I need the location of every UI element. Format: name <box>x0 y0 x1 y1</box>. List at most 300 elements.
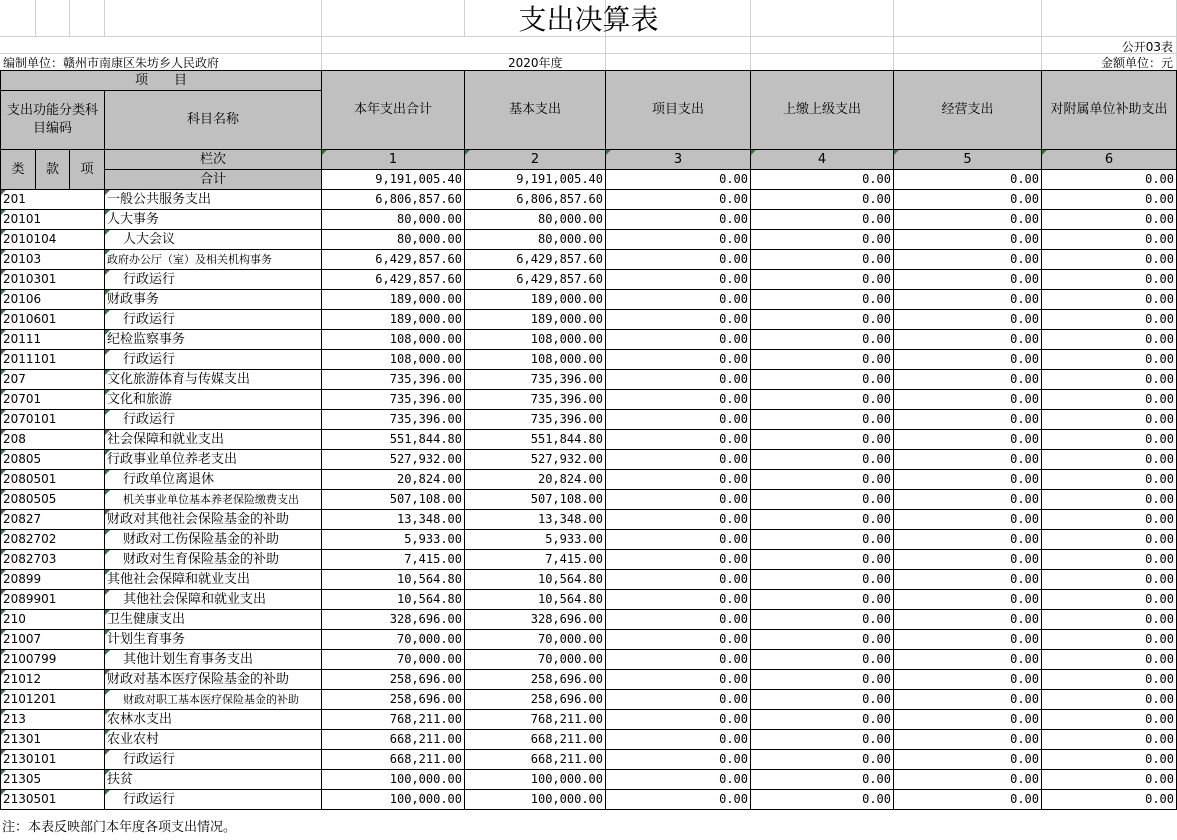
amount-cell: 0.00 <box>1042 470 1177 490</box>
amount-cell: 10,564.80 <box>465 590 606 610</box>
subject-code: 208 <box>1 430 105 450</box>
amount-cell: 0.00 <box>606 750 751 770</box>
col-num-3: 3 <box>606 150 751 170</box>
subject-name: 行政运行 <box>105 410 322 430</box>
amount-cell: 0.00 <box>1042 590 1177 610</box>
table-row <box>1 310 1177 330</box>
amount-cell: 0.00 <box>894 750 1042 770</box>
fiscal-year: 2020年度 <box>508 56 563 70</box>
amount-cell: 0.00 <box>606 650 751 670</box>
amount-cell: 0.00 <box>894 510 1042 530</box>
subject-name: 财政对基本医疗保险基金的补助 <box>105 670 322 690</box>
total-value: 9,191,005.40 <box>465 170 606 190</box>
subject-code: 2100799 <box>1 650 105 670</box>
table-row <box>1 450 1177 470</box>
subject-code: 20106 <box>1 290 105 310</box>
amount-cell: 0.00 <box>751 410 894 430</box>
amount-cell: 0.00 <box>894 770 1042 790</box>
subject-code: 2080501 <box>1 470 105 490</box>
amount-cell: 0.00 <box>606 610 751 630</box>
amount-cell: 0.00 <box>751 670 894 690</box>
table-row <box>1 190 1177 210</box>
amount-cell: 0.00 <box>894 330 1042 350</box>
total-value: 0.00 <box>1042 170 1177 190</box>
table-row <box>1 270 1177 290</box>
amount-cell: 0.00 <box>606 770 751 790</box>
amount-cell: 0.00 <box>1042 450 1177 470</box>
subject-name: 行政单位离退休 <box>105 470 322 490</box>
amount-cell: 5,933.00 <box>465 530 606 550</box>
subject-code: 2130501 <box>1 790 105 810</box>
amount-cell: 6,429,857.60 <box>322 270 465 290</box>
amount-cell: 20,824.00 <box>465 470 606 490</box>
amount-cell: 0.00 <box>751 790 894 810</box>
table-row <box>1 510 1177 530</box>
amount-cell: 0.00 <box>894 670 1042 690</box>
total-row <box>1 170 1177 190</box>
amount-cell: 0.00 <box>751 310 894 330</box>
amount-cell: 0.00 <box>1042 210 1177 230</box>
amount-cell: 6,429,857.60 <box>322 250 465 270</box>
amount-cell: 0.00 <box>1042 250 1177 270</box>
amount-cell: 70,000.00 <box>465 650 606 670</box>
amount-cell: 0.00 <box>894 610 1042 630</box>
subject-name: 行政事业单位养老支出 <box>105 450 322 470</box>
data-rows <box>1 190 1177 810</box>
subject-name: 行政运行 <box>105 310 322 330</box>
amount-cell: 0.00 <box>606 630 751 650</box>
table-row <box>1 690 1177 710</box>
amount-cell: 0.00 <box>606 330 751 350</box>
amount-cell: 0.00 <box>1042 570 1177 590</box>
amount-cell: 0.00 <box>606 450 751 470</box>
amount-cell: 13,348.00 <box>322 510 465 530</box>
amount-cell: 100,000.00 <box>465 790 606 810</box>
amount-cell: 0.00 <box>1042 330 1177 350</box>
col-header-1: 本年支出合计 <box>322 71 465 150</box>
amount-cell: 0.00 <box>1042 350 1177 370</box>
table-row <box>1 350 1177 370</box>
subject-name: 财政对职工基本医疗保险基金的补助 <box>105 690 322 710</box>
subject-code: 2082703 <box>1 550 105 570</box>
table-row <box>1 330 1177 350</box>
table-row <box>1 550 1177 570</box>
amount-cell: 0.00 <box>606 510 751 530</box>
subject-code: 20701 <box>1 390 105 410</box>
amount-cell: 0.00 <box>751 230 894 250</box>
amount-cell: 10,564.80 <box>322 590 465 610</box>
amount-cell: 0.00 <box>606 790 751 810</box>
xiang-header: 项 <box>70 150 105 190</box>
amount-cell: 0.00 <box>606 210 751 230</box>
subject-name: 行政运行 <box>105 790 322 810</box>
expenditure-table <box>0 70 1177 810</box>
form-number: 公开03表 <box>1121 40 1173 54</box>
amount-cell: 0.00 <box>1042 550 1177 570</box>
amount-cell: 0.00 <box>751 430 894 450</box>
amount-cell: 0.00 <box>606 310 751 330</box>
function-code-header: 支出功能分类科目编码 <box>1 91 105 150</box>
subject-code: 21012 <box>1 670 105 690</box>
amount-cell: 0.00 <box>606 470 751 490</box>
amount-cell: 108,000.00 <box>465 350 606 370</box>
subject-name: 其他社会保障和就业支出 <box>105 570 322 590</box>
table-row <box>1 710 1177 730</box>
amount-cell: 0.00 <box>1042 790 1177 810</box>
subject-name: 其他社会保障和就业支出 <box>105 590 322 610</box>
subject-code: 20805 <box>1 450 105 470</box>
amount-cell: 70,000.00 <box>322 650 465 670</box>
subject-name: 纪检监察事务 <box>105 330 322 350</box>
amount-cell: 0.00 <box>606 690 751 710</box>
subject-code: 2089901 <box>1 590 105 610</box>
amount-cell: 0.00 <box>751 630 894 650</box>
amount-cell: 0.00 <box>894 450 1042 470</box>
amount-cell: 507,108.00 <box>465 490 606 510</box>
col-num-6: 6 <box>1042 150 1177 170</box>
table-row <box>1 670 1177 690</box>
table-row <box>1 650 1177 670</box>
table-row <box>1 470 1177 490</box>
amount-cell: 0.00 <box>751 610 894 630</box>
table-row <box>1 570 1177 590</box>
amount-cell: 0.00 <box>606 390 751 410</box>
amount-cell: 0.00 <box>751 290 894 310</box>
subject-code: 2010104 <box>1 230 105 250</box>
subject-code: 20899 <box>1 570 105 590</box>
amount-cell: 551,844.80 <box>322 430 465 450</box>
amount-cell: 0.00 <box>606 730 751 750</box>
amount-cell: 0.00 <box>606 670 751 690</box>
subject-code: 2080505 <box>1 490 105 510</box>
amount-cell: 668,211.00 <box>322 750 465 770</box>
table-row <box>1 390 1177 410</box>
amount-cell: 0.00 <box>894 190 1042 210</box>
amount-cell: 0.00 <box>894 430 1042 450</box>
amount-cell: 0.00 <box>606 270 751 290</box>
col-num-2: 2 <box>465 150 606 170</box>
amount-cell: 0.00 <box>894 370 1042 390</box>
amount-cell: 13,348.00 <box>465 510 606 530</box>
amount-cell: 0.00 <box>1042 270 1177 290</box>
amount-cell: 735,396.00 <box>322 370 465 390</box>
amount-cell: 0.00 <box>751 550 894 570</box>
table-row <box>1 230 1177 250</box>
amount-cell: 0.00 <box>894 410 1042 430</box>
amount-cell: 0.00 <box>894 310 1042 330</box>
amount-cell: 0.00 <box>894 250 1042 270</box>
subject-code: 21007 <box>1 630 105 650</box>
amount-cell: 0.00 <box>606 350 751 370</box>
subject-name: 卫生健康支出 <box>105 610 322 630</box>
subject-name: 行政运行 <box>105 750 322 770</box>
amount-cell: 0.00 <box>606 370 751 390</box>
amount-cell: 0.00 <box>894 270 1042 290</box>
amount-cell: 258,696.00 <box>465 690 606 710</box>
amount-cell: 258,696.00 <box>322 690 465 710</box>
amount-cell: 0.00 <box>751 370 894 390</box>
amount-cell: 0.00 <box>1042 690 1177 710</box>
amount-cell: 0.00 <box>1042 730 1177 750</box>
amount-cell: 0.00 <box>751 490 894 510</box>
subject-name: 社会保障和就业支出 <box>105 430 322 450</box>
amount-cell: 0.00 <box>751 330 894 350</box>
amount-cell: 0.00 <box>751 590 894 610</box>
amount-cell: 0.00 <box>894 290 1042 310</box>
amount-cell: 0.00 <box>1042 290 1177 310</box>
amount-cell: 0.00 <box>1042 490 1177 510</box>
amount-cell: 10,564.80 <box>465 570 606 590</box>
compiling-unit: 编制单位：赣州市南康区朱坊乡人民政府 <box>3 56 220 70</box>
amount-cell: 0.00 <box>606 710 751 730</box>
subject-name: 财政对工伤保险基金的补助 <box>105 530 322 550</box>
subject-name: 一般公共服务支出 <box>105 190 322 210</box>
amount-cell: 0.00 <box>751 390 894 410</box>
amount-cell: 0.00 <box>751 710 894 730</box>
lanci-label: 栏次 <box>105 150 322 170</box>
table-row <box>1 530 1177 550</box>
subject-code: 21301 <box>1 730 105 750</box>
total-value: 0.00 <box>751 170 894 190</box>
table-row <box>1 590 1177 610</box>
amount-cell: 735,396.00 <box>465 390 606 410</box>
amount-cell: 0.00 <box>751 730 894 750</box>
subject-name: 文化和旅游 <box>105 390 322 410</box>
amount-cell: 189,000.00 <box>322 310 465 330</box>
amount-cell: 0.00 <box>751 210 894 230</box>
amount-cell: 108,000.00 <box>322 330 465 350</box>
table-row <box>1 630 1177 650</box>
amount-cell: 6,429,857.60 <box>465 270 606 290</box>
col-header-5: 经营支出 <box>894 71 1042 150</box>
amount-cell: 7,415.00 <box>465 550 606 570</box>
amount-cell: 0.00 <box>1042 310 1177 330</box>
amount-cell: 70,000.00 <box>322 630 465 650</box>
amount-cell: 0.00 <box>606 290 751 310</box>
table-row <box>1 790 1177 810</box>
amount-cell: 6,806,857.60 <box>322 190 465 210</box>
amount-cell: 10,564.80 <box>322 570 465 590</box>
amount-cell: 0.00 <box>1042 630 1177 650</box>
subject-code: 20103 <box>1 250 105 270</box>
amount-cell: 0.00 <box>751 650 894 670</box>
amount-cell: 0.00 <box>1042 770 1177 790</box>
table-row <box>1 250 1177 270</box>
amount-cell: 0.00 <box>894 790 1042 810</box>
subject-code: 2010301 <box>1 270 105 290</box>
table-row <box>1 430 1177 450</box>
amount-unit: 金额单位：元 <box>1100 56 1173 70</box>
subject-name: 行政运行 <box>105 270 322 290</box>
subject-code: 20101 <box>1 210 105 230</box>
amount-cell: 0.00 <box>606 430 751 450</box>
amount-cell: 100,000.00 <box>322 790 465 810</box>
amount-cell: 735,396.00 <box>322 410 465 430</box>
amount-cell: 258,696.00 <box>322 670 465 690</box>
amount-cell: 0.00 <box>1042 750 1177 770</box>
table-row <box>1 610 1177 630</box>
item-header: 项 目 <box>1 71 322 91</box>
subject-code: 2070101 <box>1 410 105 430</box>
amount-cell: 0.00 <box>751 690 894 710</box>
amount-cell: 0.00 <box>894 690 1042 710</box>
amount-cell: 5,933.00 <box>322 530 465 550</box>
amount-cell: 0.00 <box>894 710 1042 730</box>
amount-cell: 100,000.00 <box>465 770 606 790</box>
amount-cell: 0.00 <box>894 590 1042 610</box>
amount-cell: 80,000.00 <box>465 210 606 230</box>
amount-cell: 189,000.00 <box>465 310 606 330</box>
total-value: 0.00 <box>606 170 751 190</box>
amount-cell: 735,396.00 <box>465 370 606 390</box>
amount-cell: 0.00 <box>894 470 1042 490</box>
amount-cell: 0.00 <box>1042 650 1177 670</box>
amount-cell: 0.00 <box>751 190 894 210</box>
amount-cell: 0.00 <box>894 490 1042 510</box>
amount-cell: 20,824.00 <box>322 470 465 490</box>
amount-cell: 0.00 <box>606 250 751 270</box>
subject-code: 2130101 <box>1 750 105 770</box>
page-title: 支出决算表 <box>518 3 659 36</box>
amount-cell: 0.00 <box>606 490 751 510</box>
amount-cell: 0.00 <box>1042 390 1177 410</box>
amount-cell: 0.00 <box>751 570 894 590</box>
kuan-header: 款 <box>36 150 70 190</box>
amount-cell: 0.00 <box>751 450 894 470</box>
col-header-2: 基本支出 <box>465 71 606 150</box>
amount-cell: 527,932.00 <box>322 450 465 470</box>
col-num-1: 1 <box>322 150 465 170</box>
amount-cell: 6,429,857.60 <box>465 250 606 270</box>
amount-cell: 735,396.00 <box>322 390 465 410</box>
header-row-lanci <box>1 150 1177 170</box>
subject-name: 扶贫 <box>105 770 322 790</box>
col-num-5: 5 <box>894 150 1042 170</box>
table-row <box>1 370 1177 390</box>
amount-cell: 0.00 <box>606 410 751 430</box>
amount-cell: 0.00 <box>894 390 1042 410</box>
subject-name: 农业农村 <box>105 730 322 750</box>
amount-cell: 189,000.00 <box>465 290 606 310</box>
amount-cell: 0.00 <box>606 590 751 610</box>
amount-cell: 668,211.00 <box>322 730 465 750</box>
amount-cell: 0.00 <box>751 250 894 270</box>
table-row <box>1 410 1177 430</box>
subject-name: 农林水支出 <box>105 710 322 730</box>
amount-cell: 0.00 <box>606 190 751 210</box>
amount-cell: 100,000.00 <box>322 770 465 790</box>
amount-cell: 0.00 <box>894 230 1042 250</box>
subject-name: 计划生育事务 <box>105 630 322 650</box>
subject-code: 2011101 <box>1 350 105 370</box>
amount-cell: 0.00 <box>894 650 1042 670</box>
table-row <box>1 730 1177 750</box>
col-header-4: 上缴上级支出 <box>751 71 894 150</box>
amount-cell: 328,696.00 <box>465 610 606 630</box>
subject-name-header: 科目名称 <box>105 91 322 150</box>
amount-cell: 70,000.00 <box>465 630 606 650</box>
subject-code: 20111 <box>1 330 105 350</box>
amount-cell: 527,932.00 <box>465 450 606 470</box>
subject-code: 2101201 <box>1 690 105 710</box>
amount-cell: 258,696.00 <box>465 670 606 690</box>
amount-cell: 0.00 <box>1042 610 1177 630</box>
amount-cell: 0.00 <box>1042 370 1177 390</box>
amount-cell: 0.00 <box>894 550 1042 570</box>
subject-code: 207 <box>1 370 105 390</box>
amount-cell: 0.00 <box>894 730 1042 750</box>
amount-cell: 7,415.00 <box>322 550 465 570</box>
amount-cell: 328,696.00 <box>322 610 465 630</box>
total-value: 0.00 <box>894 170 1042 190</box>
subject-code: 210 <box>1 610 105 630</box>
amount-cell: 0.00 <box>606 570 751 590</box>
col-header-6: 对附属单位补助支出 <box>1042 71 1177 150</box>
subject-name: 政府办公厅（室）及相关机构事务 <box>105 250 322 270</box>
amount-cell: 0.00 <box>751 770 894 790</box>
amount-cell: 108,000.00 <box>322 350 465 370</box>
amount-cell: 0.00 <box>1042 230 1177 250</box>
amount-cell: 668,211.00 <box>465 750 606 770</box>
amount-cell: 0.00 <box>1042 710 1177 730</box>
amount-cell: 735,396.00 <box>465 410 606 430</box>
table-row <box>1 290 1177 310</box>
amount-cell: 189,000.00 <box>322 290 465 310</box>
amount-cell: 108,000.00 <box>465 330 606 350</box>
subject-code: 21305 <box>1 770 105 790</box>
amount-cell: 0.00 <box>751 350 894 370</box>
amount-cell: 768,211.00 <box>465 710 606 730</box>
subject-name: 文化旅游体育与传媒支出 <box>105 370 322 390</box>
amount-cell: 0.00 <box>751 530 894 550</box>
amount-cell: 0.00 <box>894 570 1042 590</box>
table-row <box>1 490 1177 510</box>
amount-cell: 0.00 <box>1042 410 1177 430</box>
amount-cell: 0.00 <box>751 470 894 490</box>
header-row-item <box>1 71 1177 91</box>
amount-cell: 507,108.00 <box>322 490 465 510</box>
amount-cell: 0.00 <box>1042 530 1177 550</box>
amount-cell: 0.00 <box>606 550 751 570</box>
footnote: 注：本表反映部门本年度各项支出情况。 <box>2 820 237 835</box>
subject-name: 财政对生育保险基金的补助 <box>105 550 322 570</box>
amount-cell: 668,211.00 <box>465 730 606 750</box>
total-label: 合计 <box>105 170 322 190</box>
amount-cell: 0.00 <box>894 210 1042 230</box>
amount-cell: 0.00 <box>1042 670 1177 690</box>
amount-cell: 0.00 <box>606 230 751 250</box>
subject-name: 人大事务 <box>105 210 322 230</box>
table-row <box>1 210 1177 230</box>
amount-cell: 0.00 <box>1042 510 1177 530</box>
subject-code: 2082702 <box>1 530 105 550</box>
subject-code: 201 <box>1 190 105 210</box>
col-header-3: 项目支出 <box>606 71 751 150</box>
subject-name: 机关事业单位基本养老保险缴费支出 <box>105 490 322 510</box>
amount-cell: 551,844.80 <box>465 430 606 450</box>
subject-name: 财政事务 <box>105 290 322 310</box>
subject-name: 财政对其他社会保险基金的补助 <box>105 510 322 530</box>
subject-name: 其他计划生育事务支出 <box>105 650 322 670</box>
subject-name: 行政运行 <box>105 350 322 370</box>
table-row <box>1 770 1177 790</box>
subject-code: 2010601 <box>1 310 105 330</box>
total-value: 9,191,005.40 <box>322 170 465 190</box>
amount-cell: 0.00 <box>894 530 1042 550</box>
amount-cell: 80,000.00 <box>322 230 465 250</box>
col-num-4: 4 <box>751 150 894 170</box>
amount-cell: 80,000.00 <box>322 210 465 230</box>
